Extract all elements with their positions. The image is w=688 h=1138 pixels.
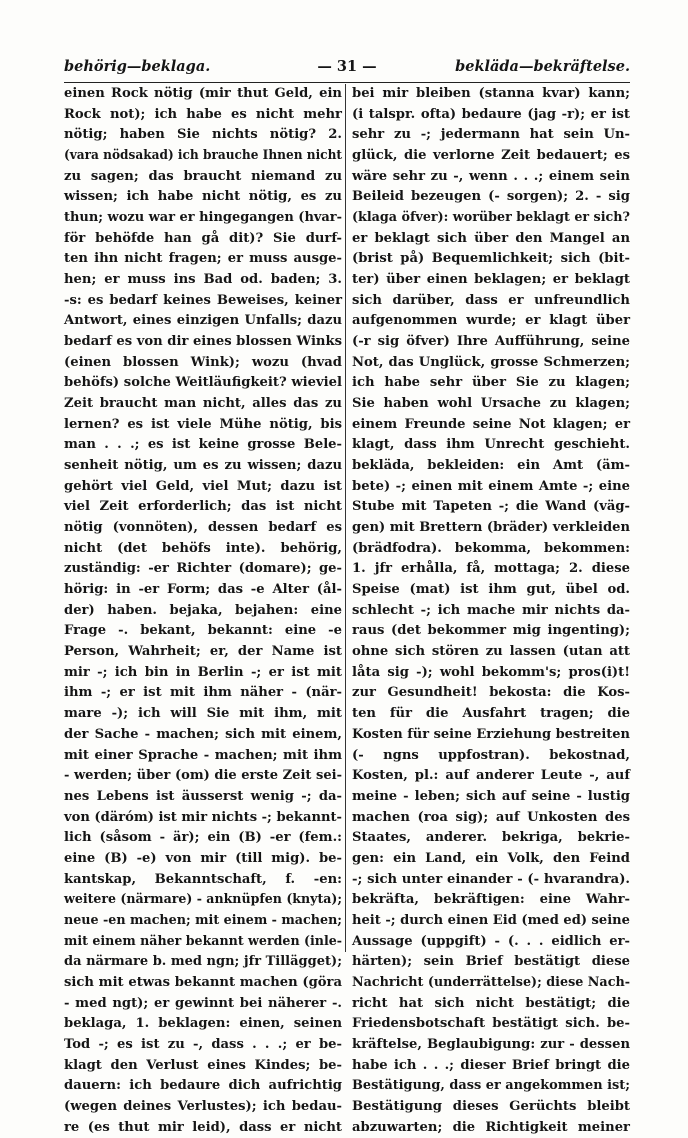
right-column-line: (i talspr. ofta) bedaure (jag -r); er ist	[352, 106, 630, 122]
right-column-line: sich darüber, dass er unfreundlich	[352, 292, 630, 308]
left-column-line: eine (B) -e) von mir (till mig). be-	[64, 850, 342, 866]
left-column-line: sich mit etwas bekannt machen (göra	[64, 974, 342, 990]
right-column-line: (klaga öfver): worüber beklagt er sich?	[352, 210, 630, 226]
left-column-line: lernen? es ist viele Mühe nötig, bis	[64, 416, 342, 432]
left-column-line: (wegen deines Verlustes); ich bedau-	[64, 1098, 342, 1114]
right-column-line: klagt, dass ihm Unrecht geschieht.	[352, 437, 630, 453]
left-column-line: (einen blossen Wink); wozu (hvad	[64, 354, 342, 370]
right-column-line: -; sich unter einander - (- hvarandra).	[352, 871, 630, 887]
left-column-line: Tod -; es ist zu -, dass . . .; er be-	[64, 1036, 342, 1052]
right-column-line: Staates, anderer. bekriga, bekrie-	[352, 830, 630, 846]
right-column-line: heit -; durch einen Eid (med ed) seine	[352, 912, 630, 928]
right-column-line: aufgenommen wurde; er klagt über	[352, 313, 630, 329]
right-column-line: glück, die verlorne Zeit bedauert; es	[352, 148, 630, 164]
right-column-line: bei mir bleiben (stanna kvar) kann;	[352, 86, 630, 101]
right-column-line: gen: ein Land, ein Volk, den Feind	[352, 850, 630, 866]
right-column-line: (- ngns uppfostran). bekostnad,	[352, 747, 630, 763]
left-column-line: ihm -; er ist mit ihm näher - (när-	[64, 685, 342, 701]
left-column-line: Frage -. bekant, bekannt: eine -e	[64, 623, 342, 639]
right-column-line: bekläda, bekleiden: ein Amt (äm-	[352, 458, 630, 474]
right-column-line: zur Gesundheit! bekosta: die Kos-	[352, 685, 630, 701]
right-column-line: Aussage (uppgift) - (. . . eidlich er-	[352, 933, 630, 949]
left-column-line: kantskap, Bekanntschaft, f. -en:	[64, 871, 342, 887]
left-column-line: nötig; haben Sie nichts nötig? 2.	[64, 127, 342, 143]
left-column-line: behöfs) solche Weitläufigkeit? wieviel	[64, 375, 342, 391]
header-right-guide-words: bekläda—bekräftelse.	[455, 58, 630, 75]
left-column-line: mit einer Sprache - machen; mit ihm	[64, 747, 342, 763]
left-column-line: beklaga, 1. beklagen: einen, seinen	[64, 1016, 342, 1032]
left-column	[64, 84, 342, 1135]
left-column-line: -s: es bedarf keines Beweises, keiner	[64, 292, 342, 308]
left-column-line: senheit nötig, um es zu wissen; dazu	[64, 458, 342, 474]
right-column-line: Bestätigung, dass er angekommen ist;	[352, 1078, 630, 1094]
right-column-line: låta sig -); wohl bekomm's; pros(i)t!	[352, 664, 630, 680]
left-column-line: hörig: in -er Form; das -e Alter (ål-	[64, 582, 342, 598]
left-column-line: Zeit braucht man nicht, alles das zu	[64, 396, 342, 412]
right-column-line: Friedensbotschaft bestätigt sich. be-	[352, 1016, 630, 1032]
right-column-line: habe ich . . .; dieser Brief bringt die	[352, 1057, 630, 1073]
right-column-line: (-r sig öfver) Ihre Aufführung, seine	[352, 334, 630, 350]
left-column-line: - werden; über (om) die erste Zeit sei-	[64, 768, 342, 784]
right-column-line: schlecht -; ich mache mir nichts da-	[352, 602, 630, 618]
header-left-guide-words: behörig—beklaga.	[64, 58, 211, 75]
left-column-line: ten ihn nicht fragen; er muss ausge-	[64, 251, 342, 267]
right-column-line: wäre sehr zu -, wenn . . .; einem sein	[352, 168, 630, 184]
left-column-line: neue -en machen; mit einem - machen;	[64, 912, 342, 928]
left-column-line: mare -); ich will Sie mit ihm, mit	[64, 706, 342, 722]
right-column-line: Sie haben wohl Ursache zu klagen;	[352, 396, 630, 412]
left-column-line: viel Zeit erforderlich; das ist nicht	[64, 499, 342, 515]
left-column-line: zuständig: -er Richter (domare); ge-	[64, 561, 342, 577]
left-column-line: re (es thut mir leid), dass er nicht	[64, 1119, 342, 1135]
right-column-line: Bestätigung dieses Gerüchts bleibt	[352, 1098, 630, 1114]
right-column-line: Not, das Unglück, grosse Schmerzen;	[352, 354, 630, 370]
left-column-line: von (däróm) ist mir nichts -; bekannt-	[64, 809, 342, 825]
right-column-line: abzuwarten; die Richtigkeit meiner	[352, 1119, 630, 1135]
right-column-line: Kosten, pl.: auf anderer Leute -, auf	[352, 768, 630, 784]
left-column-line: thun; wozu war er hingegangen (hvar-	[64, 210, 342, 226]
right-column-line: bete) -; einen mit einem Amte -; eine	[352, 478, 630, 494]
left-column-line: nötig (vonnöten), dessen bedarf es	[64, 520, 342, 536]
column-divider	[345, 84, 346, 952]
left-column-line: man . . .; es ist keine grosse Bele-	[64, 437, 342, 453]
right-column-line: ich habe sehr über Sie zu klagen;	[352, 375, 630, 391]
right-column-line: ten für die Ausfahrt tragen; die	[352, 706, 630, 722]
page-number: — 31 —	[317, 58, 377, 75]
left-column-line: mir -; ich bin in Berlin -; er ist mit	[64, 664, 342, 680]
right-column-line: (brist på) Bequemlichkeit; sich (bit-	[352, 251, 630, 267]
right-column-line: einem Freunde seine Not klagen; er	[352, 416, 630, 432]
right-column-line: 1. jfr erhålla, få, mottaga; 2. diese	[352, 561, 630, 577]
right-column-line: Speise (mat) ist ihm gut, übel od.	[352, 582, 630, 598]
page-header	[64, 58, 630, 82]
right-column-line: richt hat sich nicht bestätigt; die	[352, 995, 630, 1011]
right-column-line: raus (det bekommer mig ingenting);	[352, 623, 630, 639]
left-column-line: einen Rock nötig (mir thut Geld, ein	[64, 86, 342, 101]
right-column-line: ter) über einen beklagen; er beklagt	[352, 272, 630, 288]
left-column-line: gehört viel Geld, viel Mut; dazu ist	[64, 478, 342, 494]
left-column-line: wissen; ich habe nicht nötig, es zu	[64, 189, 342, 205]
left-column-line: (vara nödsakad) ich brauche Ihnen nicht	[64, 148, 342, 164]
right-column-line: Stube mit Tapeten -; die Wand (väg-	[352, 499, 630, 515]
left-column-line: nes Lebens ist äusserst wenig -; da-	[64, 788, 342, 804]
left-column-line: hen; er muss ins Bad od. baden; 3.	[64, 272, 342, 288]
right-column-line: Beileid bezeugen (- sorgen); 2. - sig	[352, 189, 630, 205]
left-column-line: för behöfde han gå dit)? Sie durf-	[64, 230, 342, 246]
right-column-line: Kosten für seine Erziehung bestreiten	[352, 726, 630, 742]
right-column-line: bekräfta, bekräftigen: eine Wahr-	[352, 892, 630, 908]
right-column-line: Nachricht (underrättelse); diese Nach-	[352, 974, 630, 990]
left-column-line: zu sagen; das braucht niemand zu	[64, 168, 342, 184]
right-column	[352, 84, 630, 1135]
right-column-line: härten); sein Brief bestätigt diese	[352, 954, 630, 970]
left-column-line: nicht (det behöfs inte). behörig,	[64, 540, 342, 556]
left-column-line: da närmare b. med ngn; jfr Tillägget);	[64, 954, 342, 970]
left-column-line: Rock not); ich habe es nicht mehr	[64, 106, 342, 122]
left-column-line: lich (såsom - är); ein (B) -er (fem.:	[64, 830, 342, 846]
right-column-line: kräftelse, Beglaubigung: zur - dessen	[352, 1036, 630, 1052]
left-column-line: mit einem näher bekannt werden (inle-	[64, 933, 342, 949]
left-column-line: weitere (närmare) - anknüpfen (knyta);	[64, 892, 342, 908]
left-column-line: klagt den Verlust eines Kindes; be-	[64, 1057, 342, 1073]
right-column-line: er beklagt sich über den Mangel an	[352, 230, 630, 246]
left-column-line: dauern: ich bedaure dich aufrichtig	[64, 1078, 342, 1094]
left-column-line: der Sache - machen; sich mit einem,	[64, 726, 342, 742]
header-rule	[64, 82, 630, 83]
left-column-line: - med ngt); er gewinnt bei näherer -.	[64, 995, 342, 1011]
right-column-line: sehr zu -; jedermann hat sein Un-	[352, 127, 630, 143]
right-column-line: machen (roa sig); auf Unkosten des	[352, 809, 630, 825]
right-column-line: gen) mit Brettern (bräder) verkleiden	[352, 520, 630, 536]
right-column-line: ohne sich stören zu lassen (utan att	[352, 644, 630, 660]
left-column-line: der) haben. bejaka, bejahen: eine	[64, 602, 342, 618]
left-column-line: Antwort, eines einzigen Unfalls; dazu	[64, 313, 342, 329]
left-column-line: bedarf es von dir eines blossen Winks	[64, 334, 342, 350]
left-column-line: Person, Wahrheit; er, der Name ist	[64, 644, 342, 660]
right-column-line: (brädfodra). bekomma, bekommen:	[352, 540, 630, 556]
right-column-line: meine - leben; sich auf seine - lustig	[352, 788, 630, 804]
